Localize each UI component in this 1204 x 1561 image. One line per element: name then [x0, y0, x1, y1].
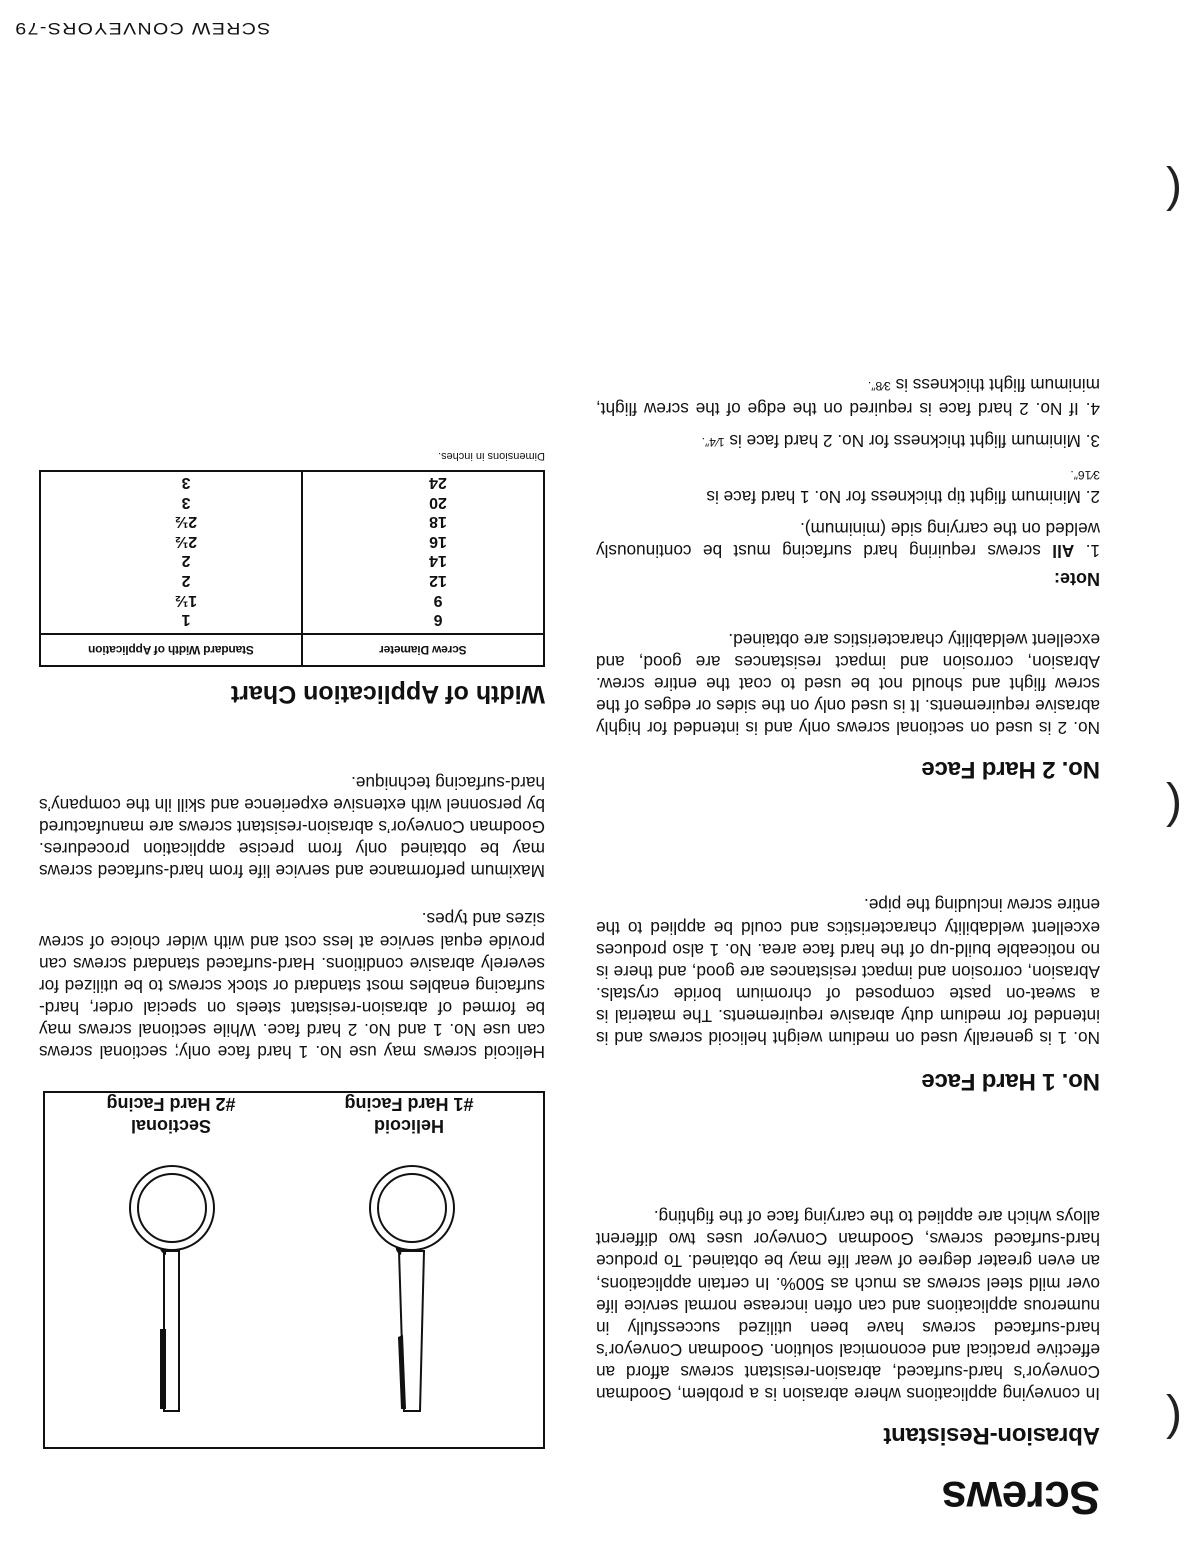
- binder-hole-mark: (: [1166, 781, 1182, 834]
- table-row: [40, 511, 544, 531]
- intro-paragraph: In conveying applications where abrasion is a problem, Goodman Conveyor’s hard-surfaced, abrasion-resistant screws afford an effective practical and economical solution. Goodman Conveyor’s hard-surfaced screws have been utilized successfully in numerous applications and can often increase normal service life over mild steel screws as much as 500%. In certain applications, an even greater degree of wear life may be obtained. To produce hard-surfaced screws, Goodman Conveyor uses two different alloys which are applied to the carrying face of the fighting.: [596, 1207, 1100, 1404]
- note-text: If No. 2 hard face is required on the edge of the screw flight, minimum flight thickness is: [596, 375, 1100, 419]
- hard-face-2-paragraph: No. 2 is used on sectional screws only and is intended for highly abrasive requirements. It is used only on the sides or edges of the screw flight and should not be used to coat the entire screw. Abrasion, corrosion and impact resistances are good, and excellent weldability characteristics are obtained.: [596, 629, 1100, 738]
- note-number: 2.: [1085, 486, 1100, 507]
- screw-diameter-cell: 9: [302, 590, 544, 610]
- width-of-application-table: [39, 470, 545, 667]
- helicoid-screw-drawing: [370, 1166, 454, 1411]
- note-text: Minimum flight tip thickness for No. 1 hard face is: [706, 486, 1086, 507]
- table-row: [40, 531, 544, 551]
- width-of-application-cell: 1: [40, 609, 302, 634]
- screw-diameter-cell: 6: [302, 609, 544, 634]
- running-head: SCREW CONVEYORS-79: [14, 19, 271, 38]
- sectional-label: [71, 1093, 271, 1137]
- helicoid-facing: #1 Hard Facing: [344, 1094, 474, 1114]
- table-row: [40, 551, 544, 571]
- table-body: [40, 471, 544, 634]
- screw-diameter-cell: 18: [302, 511, 544, 531]
- diagram-svg: [45, 1093, 543, 1447]
- note-number: 3.: [1085, 430, 1100, 451]
- width-of-application-cell: 2½: [40, 511, 302, 531]
- width-of-application-cell: 1½: [40, 590, 302, 610]
- note-fraction: 3⁄16″.: [1070, 467, 1100, 482]
- table-footnote: Dimensions in inches.: [438, 450, 545, 462]
- width-of-application-cell: 2: [40, 551, 302, 571]
- width-of-application-cell: 3: [40, 471, 302, 492]
- table-row: [40, 471, 544, 492]
- note-text: Minimum flight thickness for No. 2 hard face is: [729, 430, 1086, 451]
- width-of-application-cell: 3: [40, 492, 302, 512]
- note-item: [596, 463, 1100, 508]
- helicoid-label: [309, 1093, 509, 1137]
- note-fraction: 3⁄8″.: [867, 379, 891, 394]
- sectional-facing: #2 Hard Facing: [106, 1094, 236, 1114]
- usage-paragraph-2: Maximum performance and service life from hard-surfaced screws may be obtained only from precise application procedures. Goodman Conveyor’s abrasion-resistant screws are manufactured by personnel with extensive experience and skill iln the company’s hard-surfacing technique.: [39, 772, 545, 881]
- sectional-screw-drawing: [130, 1166, 214, 1411]
- table-row: [40, 590, 544, 610]
- hard-facing-diagram: [43, 1091, 545, 1449]
- screw-diameter-cell: 16: [302, 531, 544, 551]
- width-of-application-cell: 2: [40, 570, 302, 590]
- note-emphasis: All: [1052, 541, 1075, 561]
- screw-diameter-cell: 14: [302, 551, 544, 571]
- note-item: [596, 430, 1100, 453]
- sectional-flight: [164, 1251, 179, 1411]
- column-header: Standard Width of Application: [40, 634, 302, 666]
- binder-hole-mark: (: [1166, 1393, 1182, 1446]
- page-title: Screws: [941, 1472, 1100, 1524]
- sectional-hard-face: [160, 1329, 166, 1409]
- notes-section: [596, 364, 1100, 590]
- chart-title: Width of Application Chart: [230, 680, 545, 708]
- screw-diameter-cell: 20: [302, 492, 544, 512]
- hard-face-2-heading: No. 2 Hard Face: [921, 756, 1100, 783]
- table-row: [40, 609, 544, 634]
- sectional-pipe-inner: [138, 1174, 206, 1242]
- binder-hole-mark: (: [1166, 165, 1182, 218]
- note-number: 1.: [1085, 541, 1100, 561]
- sectional-type: Sectional: [130, 1116, 212, 1136]
- note-item: [596, 518, 1100, 562]
- section-heading: Abrasion-Resistant: [883, 1422, 1100, 1449]
- note-text: screws requiring hard surfacing must be continuously welded on the carrying side (minimum).: [596, 518, 1100, 561]
- hard-face-1-heading: No. 1 Hard Face: [921, 1068, 1100, 1095]
- note-fraction: 1⁄4″.: [701, 434, 725, 449]
- helicoid-pipe-inner: [378, 1174, 446, 1242]
- table-header-row: [40, 634, 544, 666]
- note-number: 4.: [1085, 398, 1100, 419]
- notes-label: Note:: [1054, 569, 1100, 589]
- usage-paragraph-1: Helicoid screws may use No. 1 hard face only; sectional screws can use No. 1 and No. 2 hard face. While sectional screws may be formed of abrasion-resistant steels on special order, hard-surfacing enables most standard or stock screws to be utilized for severely abrasive conditions. Hard-surfaced standard screws can provide equal service at less cost and with wider choice of screw sizes and types.: [39, 909, 545, 1062]
- screw-diameter-cell: 24: [302, 471, 544, 492]
- width-of-application-cell: 2½: [40, 531, 302, 551]
- hard-face-1-paragraph: No. 1 is generally used on medium weight helicoid screws and is intended for medium duty abrasive requirements. The material is a sweat-on paste composed of chromium boride crystals. Abrasion, corrosion and impact resistances are good, and there is no noticeable build-up of the hard face area. No. 1 also produces excellent weldability characteristics and could be applied to the entire screw including the pipe.: [596, 895, 1100, 1048]
- helicoid-type: Helicoid: [374, 1116, 445, 1136]
- screw-diameter-cell: 12: [302, 570, 544, 590]
- table-row: [40, 492, 544, 512]
- note-item: [596, 374, 1100, 419]
- table-row: [40, 570, 544, 590]
- column-header: Screw Diameter: [302, 634, 544, 666]
